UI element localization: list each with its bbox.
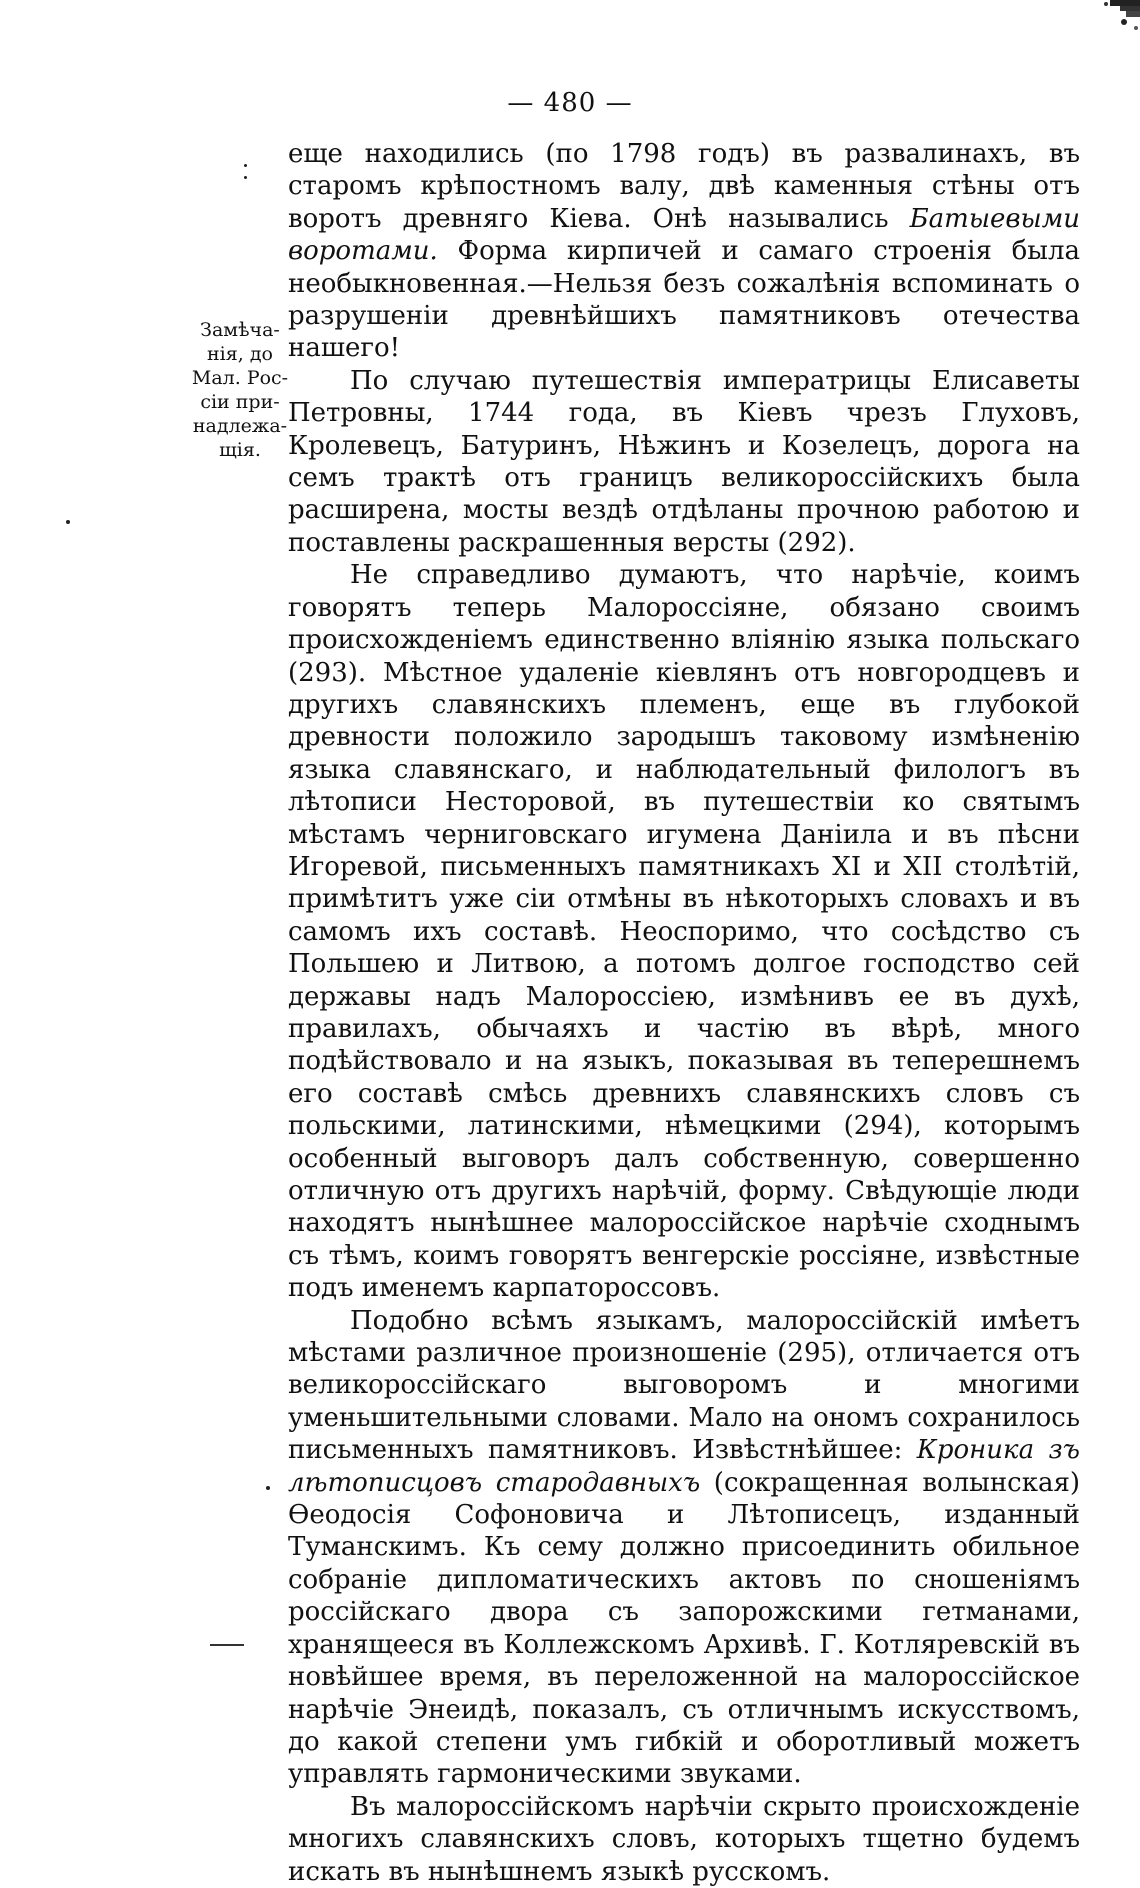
scan-speck: [244, 164, 247, 167]
margin-note-line: сіи при-: [200, 391, 280, 413]
text-run: Подобно всѣмъ языкамъ, малороссійскій имѣетъ мѣстами различное произношеніе (295), отличается отъ великороссійскаго выговоромъ и многими уменьшительными словами. Мало на ономъ сохранилось письменныхъ памятниковъ. Извѣстнѣйшее:: [288, 1305, 1080, 1466]
italic-text-run: Кроника зъ лѣтописцовъ стародавныхъ: [288, 1435, 1080, 1498]
scan-speck: [266, 1486, 270, 1490]
italic-text-run: Батыевыми воротами.: [288, 203, 1080, 267]
paragraph-4: [288, 1305, 1080, 1791]
paragraph-2: [288, 365, 1080, 559]
scan-speck: [66, 520, 70, 524]
margin-note-line: Замѣча-: [200, 319, 280, 341]
margin-dash: [210, 1644, 244, 1646]
text-run: Форма кирпичей и самаго строенія была необыкновенная.—Нельзя безъ сожалѣнія вспоминать о разрушеніи древнѣйшихъ памятниковъ отечества нашего!: [288, 236, 1080, 364]
margin-note-line: щія.: [219, 439, 261, 461]
text-run: еще находились (по 1798 годъ) въ развалинахъ, въ старомъ крѣпостномъ валу, двѣ каменныя стѣны отъ воротъ древняго Кіева. Онѣ назывались: [288, 139, 1080, 234]
margin-note-line: надлежа-: [192, 415, 288, 437]
scan-speck: [244, 176, 247, 179]
paragraph-1: [288, 138, 1080, 365]
margin-note-line: нія, до: [207, 343, 273, 365]
text-run: Не справедливо думаютъ, что нарѣчіе, коимъ говорятъ теперь Малороссіяне, обязано своимъ происхожденіемъ единственно вліянію языка польскаго (293). Мѣстное удаленіе кіевлянъ отъ новгородцевъ и другихъ славянскихъ племенъ, еще въ глубокой древности положило зародышъ таковому измѣненію языка славянскаго, и наблюдательный филологъ въ лѣтописи Несторовой, въ путешествіи ко святымъ мѣстамъ черниговскаго игумена Даніила и въ пѣсни Игоревой, письменныхъ памятникахъ XI и XII столѣтій, примѣтитъ уже сіи отмѣны въ нѣкоторыхъ словахъ и въ самомъ ихъ составѣ. Неоспоримо, что сосѣдство съ Польшею и Литвою, а потомъ долгое господство сей державы надъ Малороссіею, измѣнивъ ее въ духѣ, правилахъ, обычаяхъ и частію въ вѣрѣ, много подѣйствовало и на языкъ, показывая въ теперешнемъ его составѣ смѣсь древнихъ славянскихъ словъ съ польскими, латинскими, нѣмецкими (294), которымъ особенный выговоръ далъ собственную, совершенно отличную отъ другихъ нарѣчій, форму. Свѣдующіе люди находятъ нынѣшнее малороссійское нарѣчіе сходнымъ съ тѣмъ, коимъ говорятъ венгерскіе россіяне, извѣстные подъ именемъ карпатороссовъ.: [288, 560, 1080, 1304]
text-run: Въ малороссійскомъ нарѣчіи скрыто происхожденіе многихъ славянскихъ словъ, которыхъ тщетно будемъ искать въ нынѣшнемъ языкѣ русскомъ.: [288, 1791, 1080, 1887]
margin-note-line: Мал. Рос-: [191, 367, 289, 389]
page-number: — 480 —: [507, 88, 633, 118]
text-run: По случаю путешествія императрицы Елисаветы Петровны, 1744 года, въ Кіевъ чрезъ Глуховъ, Кролевецъ, Батуринъ, Нѣжинъ и Козелецъ, дорога на семъ трактѣ отъ границъ великороссійскихъ была расширена, мосты вездѣ отдѣланы прочною работою и поставлены раскрашенныя версты (292).: [288, 365, 1080, 558]
paragraph-3: [288, 559, 1080, 1304]
paragraph-5: [288, 1791, 1080, 1888]
main-text: [288, 138, 1080, 1888]
text-run: (сокращенная волынская) Ѳеодосія Софоновича и Лѣтописецъ, изданный Туманскимъ. Къ сему должно присоединить обильное собраніе дипломатическихъ актовъ по сношеніямъ россійскаго двора съ запорожскими гетманами, хранящееся въ Коллежскомъ Архивѣ. Г. Котляревскій въ новѣйшее время, въ переложенной на малороссійское нарѣчіе Энеидѣ, показалъ, съ отличнымъ искусствомъ, до какой степени умъ гибкій и оборотливый можетъ управлять гармоническими звуками.: [288, 1467, 1081, 1790]
scan-noise-corner: [1020, 0, 1140, 40]
margin-note: [188, 318, 292, 462]
